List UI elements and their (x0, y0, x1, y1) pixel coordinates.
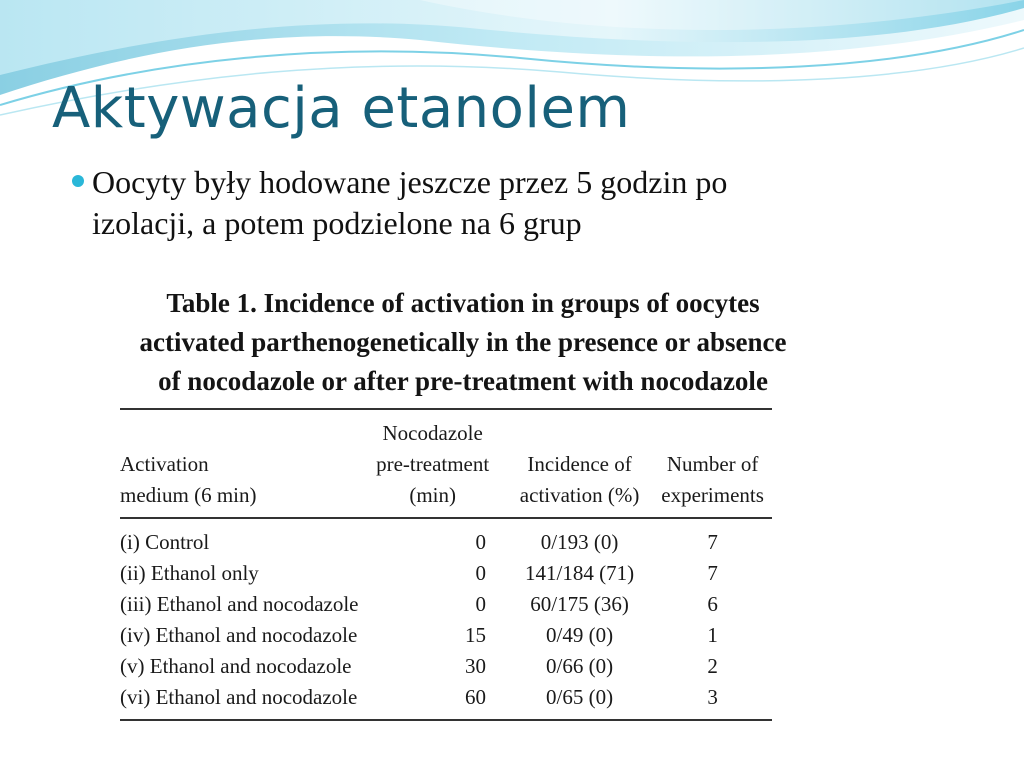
cell-medium: (vi) Ethanol and nocodazole (120, 682, 359, 720)
cell-incidence: 60/175 (36) (530, 592, 629, 616)
cell-incidence: 0/65 (0) (506, 682, 653, 720)
header-incidence-line-2: activation (%) (519, 483, 640, 507)
bullet-line-1: Oocyty były hodowane jeszcze przez 5 godzin po (92, 164, 728, 200)
activation-table (120, 408, 772, 721)
table-header-row (120, 409, 772, 518)
cell-experiments: 2 (707, 654, 718, 678)
cell-experiments: 7 (707, 561, 718, 585)
bullet-line-2: izolacji, a potem podzielone na 6 grup (92, 205, 582, 241)
cell-pretreatment: 0 (475, 592, 486, 616)
cell-incidence: 0/193 (0) (540, 530, 619, 554)
cell-medium: (iv) Ethanol and nocodazole (120, 623, 358, 647)
cell-pretreatment: 60 (359, 682, 506, 720)
header-experiments-line-2: experiments (661, 483, 764, 507)
cell-medium: (iii) Ethanol and nocodazole (120, 592, 359, 616)
cell-experiments: 7 (707, 530, 718, 554)
cell-pretreatment: 15 (464, 623, 486, 647)
bullet-dot-icon (72, 175, 84, 187)
table-row (120, 651, 772, 682)
slide-title: Aktywacja etanolem (52, 76, 631, 141)
header-pretreat-line-1: Nocodazole (382, 421, 483, 445)
cell-pretreatment: 0 (475, 561, 486, 585)
table-row (120, 589, 772, 620)
table-caption (84, 284, 842, 401)
table-row (120, 558, 772, 589)
table-row (120, 620, 772, 651)
header-medium-line-1: Activation (120, 452, 209, 476)
header-experiments-line-1: Number of (666, 452, 759, 476)
cell-experiments: 6 (707, 592, 718, 616)
header-pretreat-line-2: pre-treatment (376, 452, 490, 476)
cell-incidence: 0/66 (0) (546, 654, 614, 678)
header-experiments (653, 409, 772, 518)
cell-experiments: 3 (653, 682, 772, 720)
cell-pretreatment: 30 (464, 654, 486, 678)
caption-line-3: of nocodazole or after pre-treatment with nocodazole (158, 366, 768, 396)
cell-incidence: 0/49 (0) (546, 623, 614, 647)
cell-incidence: 141/184 (71) (525, 561, 635, 585)
caption-line-2: activated parthenogenetically in the presence or absence (139, 327, 787, 357)
bullet-text (92, 162, 892, 244)
bullet-item (72, 162, 892, 244)
cell-pretreatment: 0 (475, 530, 486, 554)
table-row (120, 518, 772, 558)
caption-line-1: Table 1. Incidence of activation in groups of oocytes (166, 288, 760, 318)
cell-medium: (v) Ethanol and nocodazole (120, 654, 352, 678)
header-pretreatment (359, 409, 506, 518)
table-figure (84, 246, 806, 764)
cell-medium: (ii) Ethanol only (120, 561, 259, 585)
header-incidence (506, 409, 653, 518)
cell-experiments: 1 (707, 623, 718, 647)
cell-medium: (i) Control (120, 530, 210, 554)
header-incidence-line-1: Incidence of (527, 452, 632, 476)
table-row (120, 682, 772, 720)
header-pretreat-line-3: (min) (409, 483, 456, 507)
header-medium-line-2: medium (6 min) (120, 483, 257, 507)
header-activation-medium (120, 409, 359, 518)
